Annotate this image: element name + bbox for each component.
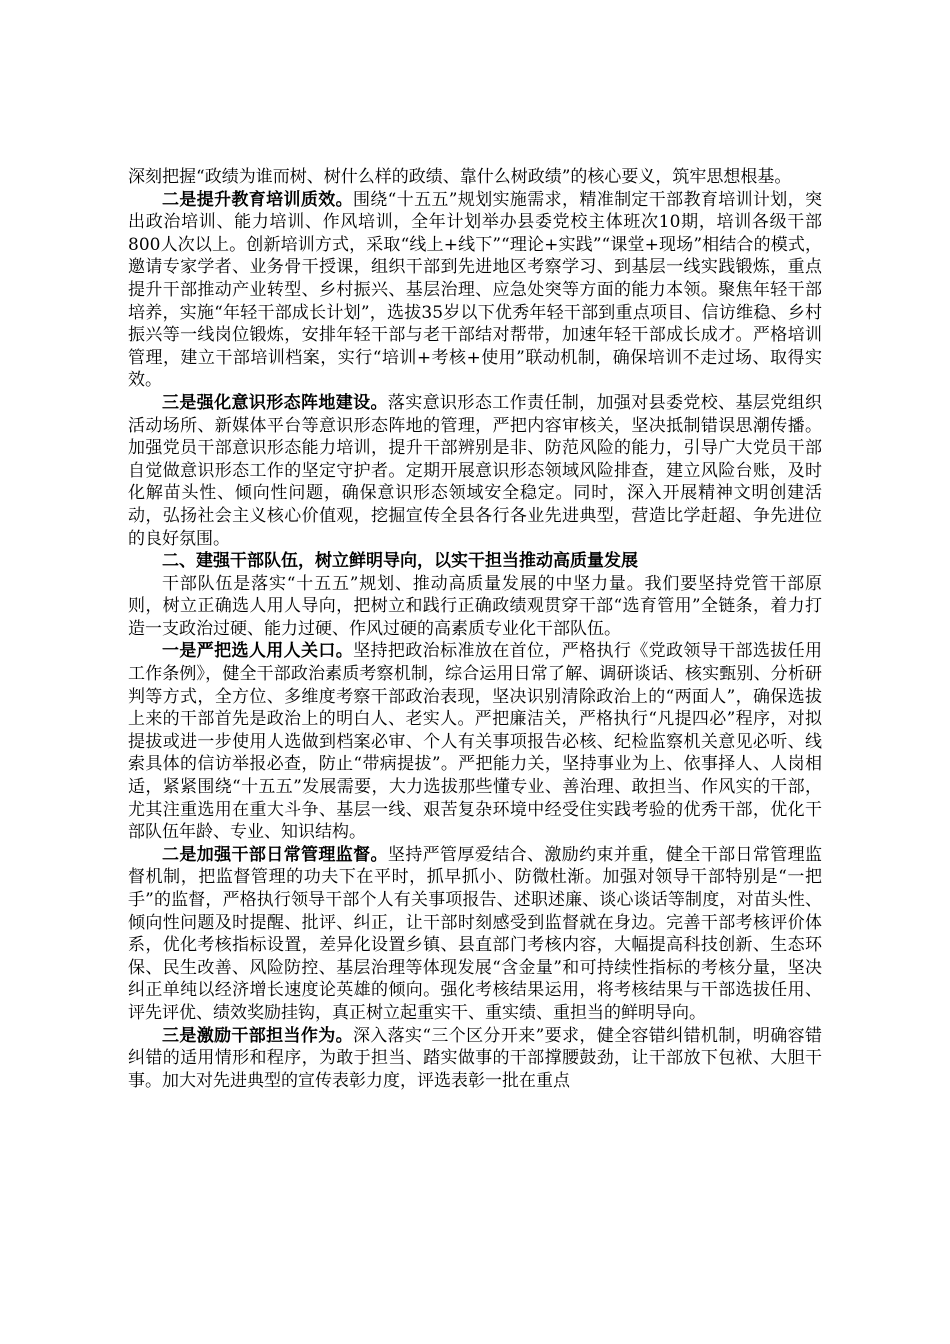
paragraph-1 [128,166,822,189]
paragraph-7-body: 坚持严管厚爱结合、激励约束并重，健全干部日常管理监督机制，把监督管理的功夫下在平时，抓早抓小、防微杜渐。加强对领导干部特别是“一把手”的监督，严格执行领导干部个人有关事项报告、述职述廉、谈心谈话等制度，对苗头性、倾向性问题及时提醒、批评、纠正，让干部时刻感受到监督就在身边。完善干部考核评价体系，优化考核指标设置，差异化设置乡镇、县直部门考核内容，大幅提高科技创新、生态环保、民生改善、风险防控、基层治理等体现发展“含金量”和可持续性指标的考核分量，坚决纠正单纯以经济增长速度论英雄的倾向。强化考核结果运用，将考核结果与干部选拔任用、评先评优、绩效奖励挂钩，真正树立起重实干、重实绩、重担当的鲜明导向。 [128,844,823,1023]
paragraph-6 [128,640,822,843]
section-heading: 二、建强干部队伍，树立鲜明导向，以实干担当推动高质量发展 [162,551,638,572]
paragraph-3-body: 落实意识形态工作责任制，加强对县委党校、基层党组织活动场所、新媒体平台等意识形态阵地的管理，严把内容审核关，坚决抵制错误思潮传播。加强党员干部意识形态能力培训，提升干部辨别是非、防范风险的能力，引导广大党员干部自觉做意识形态工作的坚定守护者。定期开展意识形态领域风险排查，建立风险台账，及时化解苗头性、倾向性问题，确保意识形态领域安全稳定。同时，深入开展精神文明创建活动，弘扬社会主义核心价值观，挖掘宣传全县各行各业先进典型，营造比学赶超、争先进位的良好氛围。 [128,392,823,549]
paragraph-2-lead: 二是提升教育培训质效。 [162,189,353,210]
paragraph-8 [128,1025,822,1093]
paragraph-5-body: 干部队伍是落实“十五五”规划、推动高质量发展的中坚力量。我们要坚持党管干部原则，树立正确选人用人导向，把树立和践行正确政绩观贯穿干部“选育管用”全链条，着力打造一支政治过硬、能力过硬、作风过硬的高素质专业化干部队伍。 [128,573,822,639]
paragraph-2 [128,189,822,392]
document-page [128,166,822,1092]
paragraph-2-body: 围绕“十五五”规划实施需求，精准制定干部教育培训计划，突出政治培训、能力培训、作风培训，全年计划举办县委党校主体班次10期，培训各级干部800人次以上。创新培训方式，采取“线上+线下”“理论+实践”“课堂+现场”相结合的模式，邀请专家学者、业务骨干授课，组织干部到先进地区考察学习、到基层一线实践锻炼，重点提升干部推动产业转型、乡村振兴、基层治理、应急处突等方面的能力本领。聚焦年轻干部培养，实施“年轻干部成长计划”，选拔35岁以下优秀年轻干部到重点项目、信访维稳、乡村振兴等一线岗位锻炼，安排年轻干部与老干部结对帮带，加速年轻干部成长成才。严格培训管理，建立干部培训档案，实行“培训+考核+使用”联动机制，确保培训不走过场、取得实效。 [128,189,823,391]
paragraph-6-lead: 一是严把选人用人关口。 [162,641,354,662]
paragraph-3 [128,392,822,550]
paragraph-7-lead: 二是加强干部日常管理监督。 [162,844,388,865]
paragraph-1-body: 深刻把握“政绩为谁而树、树什么样的政绩、靠什么树政绩”的核心要义，筑牢思想根基。 [128,167,792,187]
paragraph-8-body: 深入落实“三个区分开来”要求，健全容错纠错机制，明确容错纠错的适用情形和程序，为敢于担当、踏实做事的干部撑腰鼓劲，让干部放下包袱、大胆干事。加大对先进典型的宣传表彰力度，评选表彰一批在重点 [128,1025,823,1091]
paragraph-7 [128,844,822,1025]
paragraph-8-lead: 三是激励干部担当作为。 [162,1025,353,1046]
paragraph-3-lead: 三是强化意识形态阵地建设。 [162,392,388,413]
paragraph-6-body: 坚持把政治标准放在首位，严格执行《党政领导干部选拔任用工作条例》，健全干部政治素质考察机制，综合运用日常了解、调研谈话、核实甄别、分析研判等方式，全方位、多维度考察干部政治表现，坚决识别清除政治上的“两面人”，确保选拔上来的干部首先是政治上的明白人、老实人。严把廉洁关，严格执行“凡提四必”程序，对拟提拔或进一步使用人选做到档案必审、个人有关事项报告必核、纪检监察机关意见必听、线索具体的信访举报必查，防止“带病提拔”。严把能力关，坚持事业为上、依事择人、人岗相适，紧紧围绕“十五五”发展需要，大力选拔那些懂专业、善治理、敢担当、作风实的干部，尤其注重选用在重大斗争、基层一线、艰苦复杂环境中经受住实践考验的优秀干部，优化干部队伍年龄、专业、知识结构。 [128,641,823,843]
paragraph-5 [128,573,822,641]
